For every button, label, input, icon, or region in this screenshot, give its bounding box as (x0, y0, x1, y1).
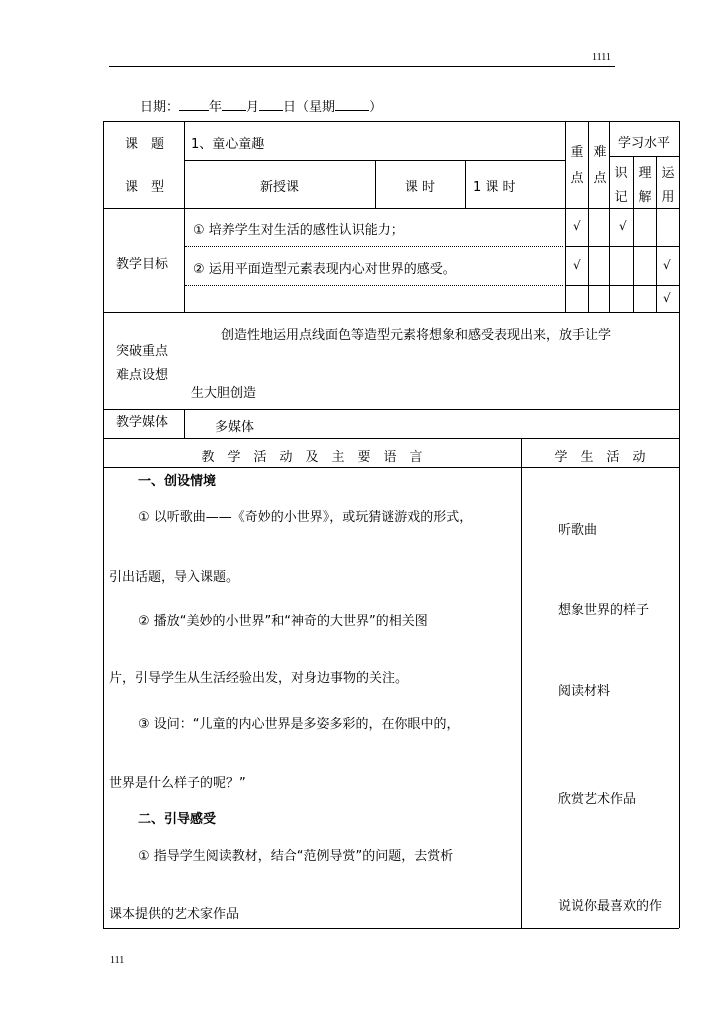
level-apply: 运用 (661, 166, 675, 205)
learning-level-header: 学习水平 (617, 136, 670, 151)
type-label: 课 型 (125, 180, 165, 195)
check-mark: √ (619, 219, 627, 233)
lesson-label: 课 题 (125, 137, 165, 152)
media-label: 教学媒体 (116, 415, 169, 430)
date-line (140, 96, 382, 115)
teacher-line: ① 以听歌曲——《奇妙的小世界》，或玩猜谜游戏的形式， (138, 510, 473, 525)
student-line: 想象世界的样子 (558, 603, 650, 618)
breakthrough-text: 创造性地运用点线面色等造型元素将想象和感受表现出来，放手让学 (221, 328, 612, 343)
lesson-value: 1、童心童趣 (191, 137, 265, 152)
goal-item: ① 培养学生对生活的感性认识能力； (193, 223, 404, 238)
year-blank[interactable] (179, 99, 209, 111)
day-blank[interactable] (259, 99, 283, 111)
check-mark: √ (573, 219, 581, 233)
header-page-number: 1111 (592, 52, 611, 63)
month-label: 月 (246, 100, 260, 115)
key-point-header: 重点 (570, 145, 584, 186)
difficulty-header: 难点 (593, 145, 607, 186)
section-heading: 一、创设情境 (138, 474, 217, 489)
year-label: 年 (209, 100, 223, 115)
breakthrough-text: 生大胆创造 (191, 386, 257, 401)
breakthrough-label: 难点设想 (116, 368, 169, 383)
check-mark: √ (663, 258, 671, 272)
student-line: 阅读材料 (558, 684, 611, 699)
teacher-line: 引出话题，导入课题。 (109, 570, 240, 585)
teacher-line: 世界是什么样子的呢？” (109, 776, 246, 791)
student-line: 欣赏艺术作品 (558, 792, 637, 807)
month-blank[interactable] (222, 99, 246, 111)
goals-label: 教学目标 (116, 257, 169, 272)
header-rule (109, 66, 615, 67)
goal-item: ② 运用平面造型元素表现内心对世界的感受。 (193, 262, 456, 277)
media-value: 多媒体 (215, 420, 255, 435)
teacher-line: ② 播放“美妙的小世界”和“神奇的大世界”的相关图 (138, 614, 428, 629)
teacher-activity-header: 教 学 活 动 及 主 要 语 言 (201, 450, 423, 465)
hours-label: 课 时 (404, 180, 436, 195)
check-mark: √ (663, 291, 671, 305)
footer-page-number: 111 (110, 955, 125, 966)
level-understand: 理解 (638, 166, 652, 205)
teacher-line: ③ 设问：“儿童的内心世界是多姿多彩的，在你眼中的， (138, 717, 460, 732)
teacher-line: 片，引导学生从生活经验出发，对身边事物的关注。 (109, 671, 409, 686)
hours-value: 1 课 时 (473, 180, 516, 195)
day-label: 日（星期 (283, 100, 336, 115)
student-activity-header: 学 生 活 动 (554, 450, 646, 465)
teacher-line: ① 指导学生阅读教材，结合“范例导赏”的问题，去赏析 (138, 849, 454, 864)
type-value: 新授课 (259, 180, 299, 195)
student-line: 听歌曲 (558, 523, 598, 538)
student-line: 说说你最喜欢的作 (558, 899, 663, 914)
section-heading: 二、引导感受 (138, 812, 217, 827)
level-memorize: 识记 (614, 166, 628, 205)
date-close: ） (369, 100, 383, 115)
weekday-blank[interactable] (335, 99, 369, 111)
date-label: 日期： (140, 100, 180, 115)
breakthrough-label: 突破重点 (116, 344, 169, 359)
check-mark: √ (573, 258, 581, 272)
teacher-line: 课本提供的艺术家作品 (109, 907, 240, 922)
